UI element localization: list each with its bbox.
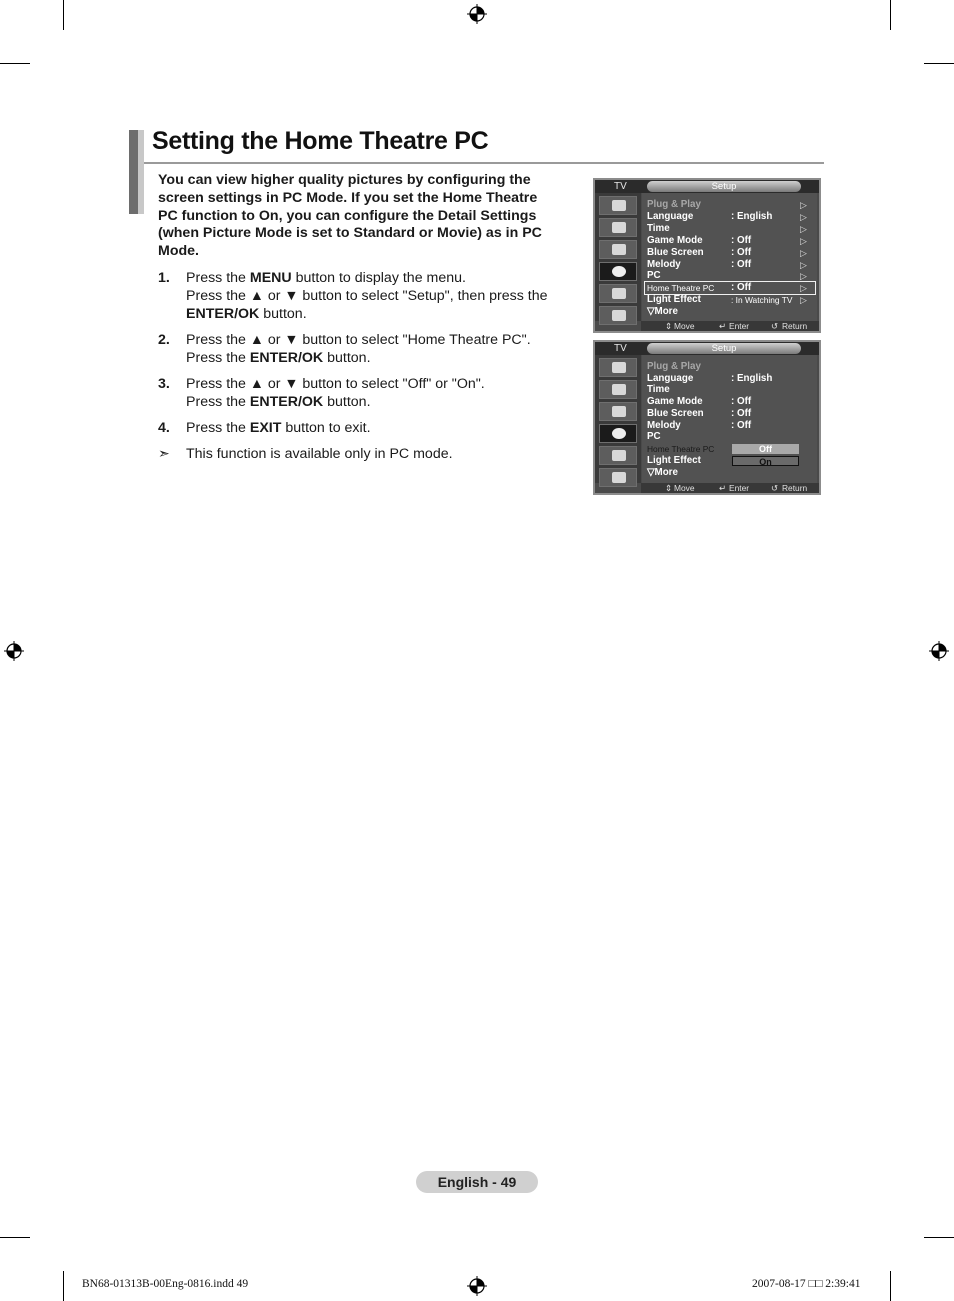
print-timestamp: 2007-08-17 □□ 2:39:41 [752, 1278, 861, 1290]
step-1 [158, 269, 578, 323]
crop-mark [890, 0, 891, 30]
registration-mark-icon [4, 641, 24, 661]
osd-footer [641, 483, 819, 493]
osd-row: Plug & Play [647, 361, 701, 372]
intro-text: You can view higher quality pictures by configuring the screen settings in PC Mode. If you set the Home Theatre PC function to On, you can configure the Detail Settings (when Picture Mode is set to Standard or Movie) as in PC Mode. [158, 172, 542, 260]
osd-row: Light Effect : In Watching TV ▷ [647, 294, 807, 305]
return-icon: ↺ [771, 483, 779, 493]
picture-menu-icon [599, 358, 637, 377]
registration-mark-icon [929, 641, 949, 661]
channel-menu-icon [599, 402, 637, 421]
osd-header [595, 342, 819, 355]
picture-menu-icon [599, 196, 637, 215]
osd-return-label: Return [782, 321, 808, 331]
crop-mark [63, 0, 64, 30]
step-2 [158, 331, 578, 367]
step-number: 2. [158, 332, 170, 348]
registration-mark-icon [467, 1276, 487, 1296]
osd-sidebar [595, 355, 641, 483]
osd-setup-menu-2 [593, 340, 821, 495]
move-icon: ⇕ [665, 321, 673, 331]
osd-footer [641, 321, 819, 331]
osd-row: Blue Screen : Off ▷ [647, 247, 807, 258]
osd-row-selected: Home Theatre PC [647, 444, 715, 454]
option-on: On [732, 456, 799, 466]
osd-tv-label: TV [614, 181, 627, 192]
osd-tv-label: TV [614, 343, 627, 354]
osd-row: Game Mode : Off [647, 396, 752, 407]
print-file-info: BN68-01313B-00Eng-0816.indd 49 [82, 1278, 249, 1290]
step-text: Press the ▲ or ▼ button to select "Off" or "On". [186, 376, 485, 392]
title-accent-bar [138, 130, 144, 214]
crop-mark [890, 1271, 891, 1301]
step-4 [158, 419, 578, 437]
step-text: Press the [186, 270, 250, 286]
note-text: This function is available only in PC mode. [186, 446, 453, 462]
setup-menu-icon [599, 262, 637, 281]
osd-sidebar [595, 193, 641, 321]
return-icon: ↺ [771, 321, 779, 331]
step-key: MENU [249, 270, 292, 286]
osd-content [642, 193, 817, 321]
osd-enter-label: Enter [729, 321, 750, 331]
step-key: ENTER/OK [249, 350, 324, 366]
osd-row: Language : English [647, 373, 773, 384]
step-key: EXIT [249, 420, 282, 436]
osd-title-pill [647, 181, 801, 192]
osd-row: PC [647, 431, 661, 442]
note-arrow-icon: ➣ [158, 446, 170, 462]
digital-nr-menu-icon [599, 306, 637, 325]
osd-row: Blue Screen : Off [647, 408, 752, 419]
osd-title-pill [647, 343, 801, 354]
option-off: Off [732, 444, 799, 454]
setup-menu-icon [599, 424, 637, 443]
crop-mark [63, 1271, 64, 1301]
step-number: 4. [158, 420, 170, 436]
title-divider [144, 162, 824, 164]
registration-mark-icon [467, 4, 487, 24]
move-icon: ⇕ [665, 483, 673, 493]
note [158, 445, 578, 463]
steps-list [158, 269, 578, 463]
channel-menu-icon [599, 240, 637, 259]
step-text: button. [323, 350, 371, 366]
osd-menu-title: Setup [711, 181, 737, 192]
osd-row: Game Mode : Off ▷ [647, 235, 807, 246]
page-number-badge: English - 49 [416, 1171, 538, 1193]
enter-icon: ↵ [719, 321, 727, 331]
osd-row-selected: Home Theatre PC : Off ▷ [644, 281, 816, 295]
step-key: ENTER/OK [249, 394, 324, 410]
osd-row: Time ▷ [647, 223, 807, 234]
step-number: 1. [158, 270, 170, 286]
step-text: Press the [186, 420, 250, 436]
enter-icon: ↵ [719, 483, 727, 493]
step-text: button to exit. [281, 420, 371, 436]
step-3 [158, 375, 578, 411]
step-text: button. [259, 306, 307, 322]
crop-mark [924, 63, 954, 64]
osd-move-label: Move [674, 483, 695, 493]
step-text: button to display the menu. [291, 270, 466, 286]
osd-row: ▽More [647, 467, 678, 478]
title-accent-bar [129, 130, 138, 214]
osd-header [595, 180, 819, 193]
input-menu-icon [599, 284, 637, 303]
osd-row: ▽More [647, 306, 678, 317]
page-title: Setting the Home Theatre PC [152, 127, 489, 155]
osd-row: Plug & Play ▷ [647, 199, 807, 210]
crop-mark [924, 1237, 954, 1238]
osd-row: Time [647, 384, 670, 395]
osd-enter-label: Enter [729, 483, 750, 493]
osd-menu-title: Setup [711, 343, 737, 354]
osd-setup-menu-1 [593, 178, 821, 333]
step-text: button. [323, 394, 371, 410]
digital-nr-menu-icon [599, 468, 637, 487]
step-text: Press the ▲ or ▼ button to select "Setup", then press the [186, 288, 548, 304]
step-text: Press the ▲ or ▼ button to select "Home Theatre PC". [186, 332, 531, 348]
osd-row: Light Effect [647, 455, 701, 466]
osd-content [642, 355, 817, 483]
step-number: 3. [158, 376, 170, 392]
step-text: Press the [186, 394, 250, 410]
sound-menu-icon [599, 218, 637, 237]
input-menu-icon [599, 446, 637, 465]
sound-menu-icon [599, 380, 637, 399]
osd-row: Melody : Off [647, 420, 752, 431]
osd-row: PC ▷ [647, 270, 807, 281]
crop-mark [0, 63, 30, 64]
osd-move-label: Move [674, 321, 695, 331]
step-key: ENTER/OK [186, 306, 260, 322]
crop-mark [0, 1237, 30, 1238]
step-text: Press the [186, 350, 250, 366]
osd-row: Melody : Off ▷ [647, 259, 807, 270]
osd-return-label: Return [782, 483, 808, 493]
osd-row: Language : English ▷ [647, 211, 807, 222]
